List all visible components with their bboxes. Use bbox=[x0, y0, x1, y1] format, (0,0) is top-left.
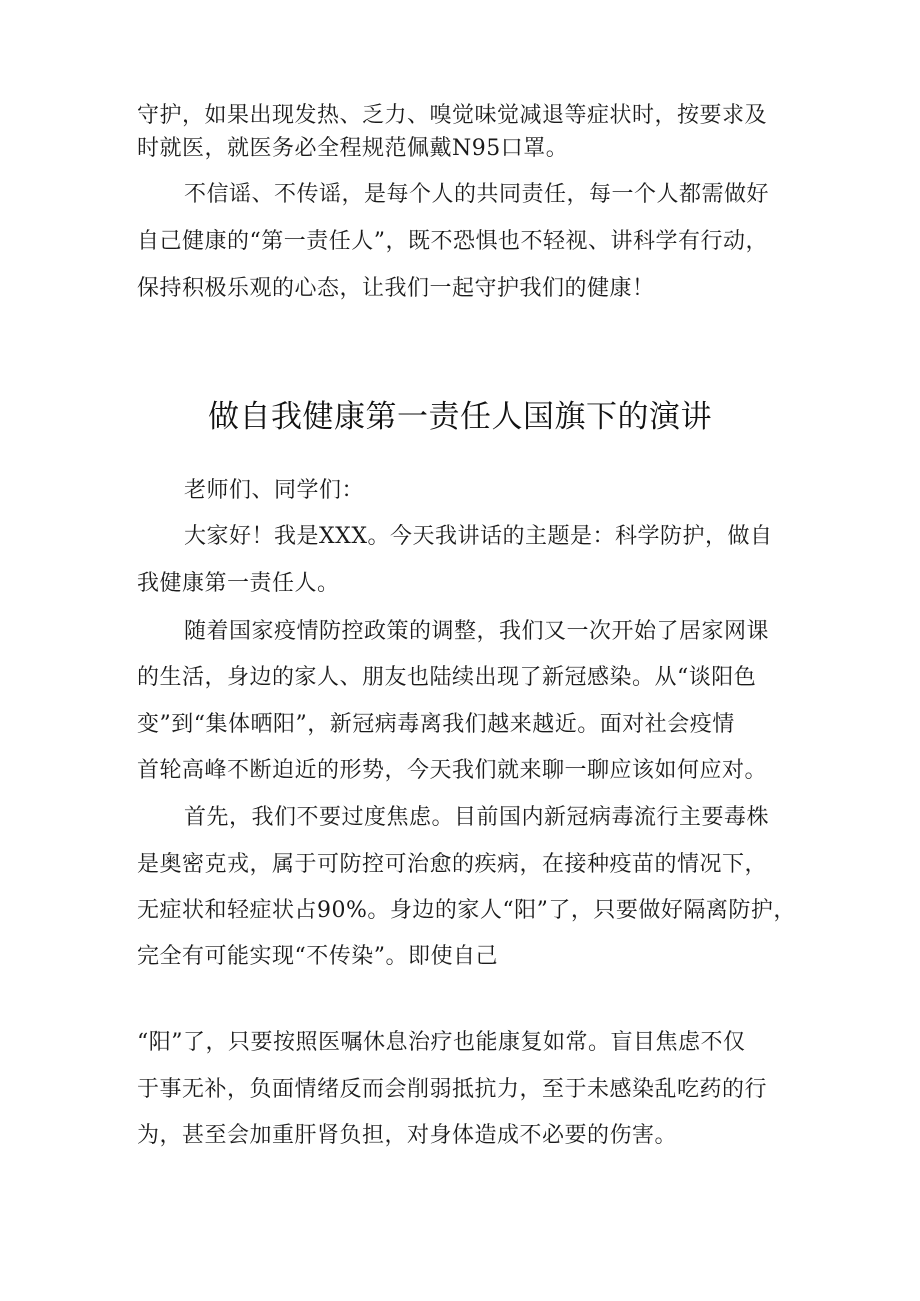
text-line: 保持积极乐观的心态，让我们一起守护我们的健康！ bbox=[137, 276, 655, 301]
salutation: 老师们、同学们： bbox=[184, 478, 365, 503]
text-line: 不信谣、不传谣，是每个人的共同责任，每一个人都需做好 bbox=[184, 182, 770, 207]
text-line: 变”到“集体晒阳”，新冠病毒离我们越来越近。面对社会疫情 bbox=[137, 712, 735, 737]
text-line: 无症状和轻症状占90%。身边的家人“阳”了，只要做好隔离防护， bbox=[137, 898, 796, 923]
text-line: 是奥密克戎，属于可防控可治愈的疾病，在接种疫苗的情况下， bbox=[137, 852, 768, 877]
text-line: “阳”了，只要按照医嘱休息治疗也能康复如常。盲目焦虑不仅 bbox=[137, 1030, 746, 1055]
text-line: 首先，我们不要过度焦虑。目前国内新冠病毒流行主要毒株 bbox=[184, 805, 770, 830]
text-line: 为，甚至会加重肝肾负担，对身体造成不必要的伤害。 bbox=[137, 1123, 678, 1148]
text-line: 时就医，就医务必全程规范佩戴N95口罩。 bbox=[137, 136, 569, 161]
text-line: 完全有可能实现“不传染”。即使自己 bbox=[137, 944, 498, 969]
text-line: 自己健康的“第一责任人”，既不恐惧也不轻视、讲科学有行动， bbox=[137, 229, 768, 254]
text-line: 大家好！我是XXX。今天我讲话的主题是：科学防护，做自 bbox=[184, 524, 773, 549]
text-line: 的生活，身边的家人、朋友也陆续出现了新冠感染。从“谈阳色 bbox=[137, 665, 757, 690]
text-line: 随着国家疫情防控政策的调整，我们又一次开始了居家网课 bbox=[184, 619, 770, 644]
text-line: 首轮高峰不断迫近的形势，今天我们就来聊一聊应该如何应对。 bbox=[137, 758, 768, 783]
text-line: 我健康第一责任人。 bbox=[137, 571, 340, 596]
text-line: 于事无补，负面情绪反而会削弱抵抗力，至于未感染乱吃药的行 bbox=[137, 1077, 768, 1102]
text-line: 守护，如果出现发热、乏力、嗅觉味觉减退等症状时，按要求及 bbox=[137, 103, 768, 128]
speech-title: 做自我健康第一责任人国旗下的演讲 bbox=[208, 398, 712, 435]
